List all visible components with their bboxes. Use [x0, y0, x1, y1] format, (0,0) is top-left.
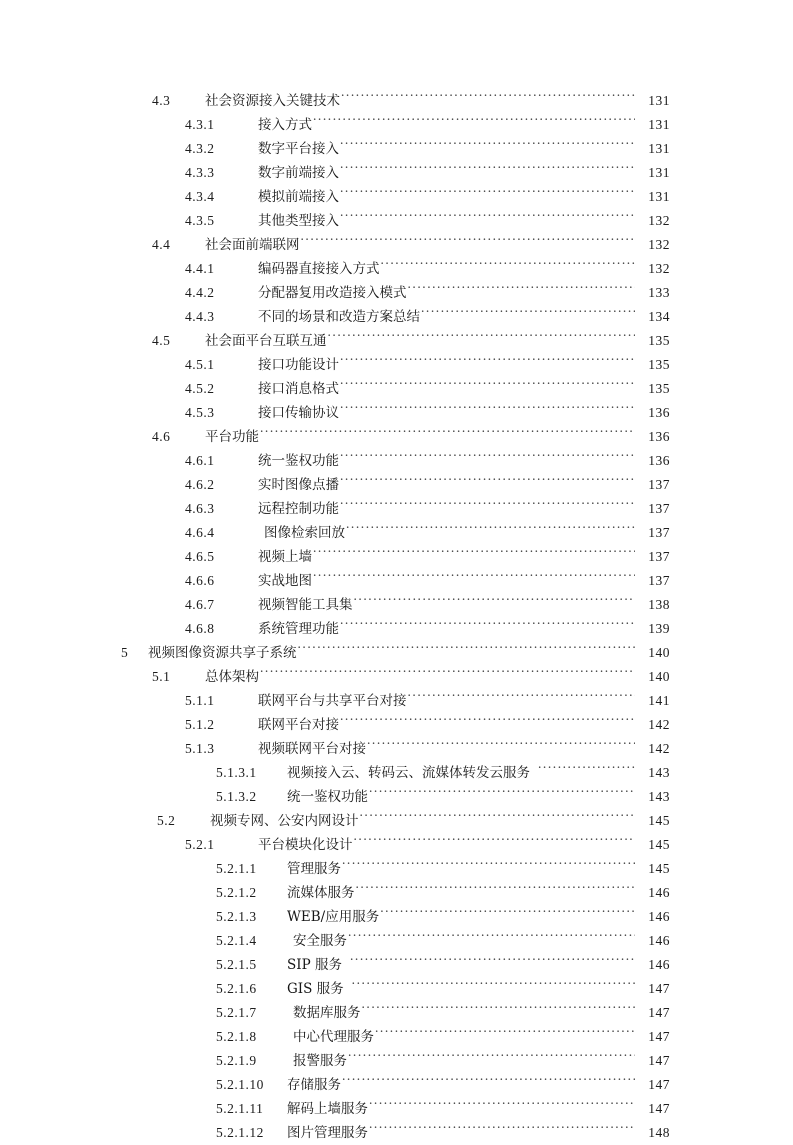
toc-entry-number: 5.2.1: [185, 837, 215, 852]
toc-entry[interactable]: [0, 809, 793, 833]
toc-entry-page-number: 131: [648, 141, 670, 156]
toc-entry-page-number: 148: [648, 1125, 670, 1140]
toc-leader-dots: [369, 1124, 635, 1138]
toc-entry-number: 4.6.7: [185, 597, 215, 612]
toc-entry-number: 4.5.3: [185, 405, 215, 420]
toc-entry-title: 平台模块化设计: [258, 837, 353, 853]
toc-entry-number: 5.2.1.4: [216, 933, 257, 948]
toc-entry-number: 4.6: [152, 429, 171, 444]
toc-leader-dots: [342, 1076, 635, 1090]
toc-entry-page-number: 139: [648, 621, 670, 636]
toc-entry-page-number: 143: [648, 765, 670, 780]
toc-entry-title: 数字前端接入: [258, 165, 339, 181]
toc-leader-dots: [260, 428, 635, 442]
toc-leader-dots: [340, 716, 635, 730]
toc-entry[interactable]: [0, 1001, 793, 1025]
toc-entry[interactable]: [0, 449, 793, 473]
toc-entry-number: 5.1.3.2: [216, 789, 257, 804]
toc-entry-number: 4.3.2: [185, 141, 215, 156]
toc-entry[interactable]: [0, 881, 793, 905]
toc-entry-title: 视频图像资源共享子系统: [148, 645, 297, 661]
toc-entry[interactable]: [0, 473, 793, 497]
toc-entry[interactable]: [0, 233, 793, 257]
toc-entry-page-number: 131: [648, 165, 670, 180]
toc-entry[interactable]: [0, 1097, 793, 1121]
toc-leader-dots: [375, 1028, 635, 1042]
toc-entry[interactable]: [0, 425, 793, 449]
toc-entry-title: 实战地图: [258, 573, 312, 589]
toc-entry[interactable]: [0, 905, 793, 929]
toc-entry[interactable]: [0, 377, 793, 401]
toc-entry[interactable]: [0, 977, 793, 1001]
toc-entry-page-number: 146: [648, 909, 670, 924]
toc-entry-page-number: 135: [648, 357, 670, 372]
toc-entry[interactable]: [0, 569, 793, 593]
toc-entry-number: 5.1.2: [185, 717, 215, 732]
toc-leader-dots: [350, 956, 635, 970]
toc-entry-page-number: 143: [648, 789, 670, 804]
toc-leader-dots: [381, 260, 636, 274]
toc-leader-dots: [367, 740, 635, 754]
toc-entry-title: 社会资源接入关键技术: [205, 93, 340, 109]
toc-leader-dots: [342, 860, 635, 874]
toc-entry-page-number: 132: [648, 213, 670, 228]
toc-leader-dots: [360, 812, 636, 826]
toc-entry[interactable]: [0, 593, 793, 617]
toc-entry-page-number: 147: [648, 1029, 670, 1044]
toc-entry-number: 4.3.5: [185, 213, 215, 228]
toc-entry-title: 联网平台对接: [258, 717, 339, 733]
toc-entry-number: 4.5: [152, 333, 171, 348]
toc-entry-number: 5.2: [157, 813, 176, 828]
toc-entry-number: 4.5.1: [185, 357, 215, 372]
toc-leader-dots: [340, 356, 635, 370]
toc-entry[interactable]: [0, 1073, 793, 1097]
toc-entry-page-number: 140: [648, 645, 670, 660]
toc-entry-title: 管理服务: [287, 861, 341, 877]
toc-entry-title: 数据库服务: [293, 1005, 361, 1021]
toc-entry-number: 4.6.6: [185, 573, 215, 588]
toc-entry[interactable]: [0, 353, 793, 377]
toc-entry-number: 4.3.1: [185, 117, 215, 132]
toc-entry-title: 存储服务: [287, 1077, 341, 1093]
toc-entry-title: 其他类型接入: [258, 213, 339, 229]
toc-entry-title: 数字平台接入: [258, 141, 339, 157]
toc-entry-page-number: 137: [648, 573, 670, 588]
toc-entry[interactable]: [0, 185, 793, 209]
toc-entry-number: 4.3: [152, 93, 171, 108]
toc-entry-page-number: 136: [648, 429, 670, 444]
toc-entry-page-number: 146: [648, 933, 670, 948]
toc-entry-number: 5.2.1.3: [216, 909, 257, 924]
toc-entry[interactable]: [0, 785, 793, 809]
toc-entry-number: 4.4.3: [185, 309, 215, 324]
toc-entry-page-number: 142: [648, 741, 670, 756]
toc-entry-page-number: 131: [648, 117, 670, 132]
toc-entry-number: 5.2.1.6: [216, 981, 257, 996]
toc-entry-number: 4.3.4: [185, 189, 215, 204]
toc-entry-title: WEB/应用服务: [287, 909, 380, 925]
toc-leader-dots: [340, 188, 635, 202]
toc-leader-dots: [348, 932, 635, 946]
toc-entry-title: 实时图像点播: [258, 477, 339, 493]
toc-entry-title: 视频专网、公安内网设计: [210, 813, 359, 829]
toc-entry-title: 联网平台与共享平台对接: [258, 693, 407, 709]
toc-entry-title: SIP 服务: [287, 957, 342, 973]
toc-entry-number: 4.6.4: [185, 525, 215, 540]
toc-leader-dots: [313, 548, 635, 562]
toc-entry[interactable]: [0, 521, 793, 545]
toc-entry-page-number: 147: [648, 981, 670, 996]
toc-entry[interactable]: [0, 689, 793, 713]
toc-leader-dots: [328, 332, 636, 346]
toc-leader-dots: [340, 620, 635, 634]
toc-leader-dots: [421, 308, 635, 322]
toc-entry[interactable]: [0, 929, 793, 953]
toc-entry-title: 系统管理功能: [258, 621, 339, 637]
toc-entry-number: 5.2.1.12: [216, 1125, 264, 1140]
toc-leader-dots: [340, 404, 635, 418]
toc-entry-list: [0, 89, 793, 1145]
toc-entry-title: 平台功能: [205, 429, 259, 445]
toc-entry-number: 5.1.3.1: [216, 765, 257, 780]
toc-entry-title: 接口传输协议: [258, 405, 339, 421]
toc-entry-page-number: 147: [648, 1005, 670, 1020]
toc-entry-number: 5.2.1.11: [216, 1101, 264, 1116]
toc-entry-number: 5.2.1.5: [216, 957, 257, 972]
toc-leader-dots: [352, 980, 635, 994]
toc-entry-number: 5.2.1.7: [216, 1005, 257, 1020]
toc-leader-dots: [340, 476, 635, 490]
toc-leader-dots: [301, 236, 636, 250]
toc-entry-page-number: 135: [648, 333, 670, 348]
toc-entry[interactable]: [0, 113, 793, 137]
toc-entry-page-number: 135: [648, 381, 670, 396]
toc-leader-dots: [369, 788, 635, 802]
toc-leader-dots: [369, 1100, 635, 1114]
toc-leader-dots: [362, 1004, 636, 1018]
toc-entry[interactable]: [0, 737, 793, 761]
toc-entry[interactable]: [0, 1049, 793, 1073]
toc-entry-page-number: 147: [648, 1077, 670, 1092]
toc-leader-dots: [340, 212, 635, 226]
toc-entry-page-number: 141: [648, 693, 670, 708]
toc-entry[interactable]: [0, 257, 793, 281]
toc-entry-number: 4.6.1: [185, 453, 215, 468]
toc-entry-number: 4.3.3: [185, 165, 215, 180]
toc-entry-number: 4.4.1: [185, 261, 215, 276]
toc-entry-number: 5.2.1.8: [216, 1029, 257, 1044]
toc-entry-page-number: 133: [648, 285, 670, 300]
toc-entry-title: 报警服务: [293, 1053, 347, 1069]
toc-entry-title: 社会面前端联网: [205, 237, 300, 253]
toc-entry-title: 图像检索回放: [264, 525, 345, 541]
toc-entry-page-number: 147: [648, 1101, 670, 1116]
toc-leader-dots: [340, 140, 635, 154]
toc-entry-title: 图片管理服务: [287, 1125, 368, 1141]
toc-entry-number: 5.2.1.2: [216, 885, 257, 900]
toc-entry-title: 接入方式: [258, 117, 312, 133]
toc-leader-dots: [408, 284, 636, 298]
toc-entry[interactable]: [0, 761, 793, 785]
toc-entry-title: 接口功能设计: [258, 357, 339, 373]
toc-leader-dots: [380, 908, 635, 922]
toc-entry-title: 视频接入云、转码云、流媒体转发云服务: [287, 765, 530, 781]
toc-entry-number: 5.2.1.10: [216, 1077, 264, 1092]
toc-leader-dots: [313, 116, 635, 130]
toc-entry-number: 4.6.3: [185, 501, 215, 516]
toc-leader-dots: [260, 668, 635, 682]
toc-entry[interactable]: [0, 665, 793, 689]
toc-entry-title: 流媒体服务: [287, 885, 355, 901]
toc-leader-dots: [341, 92, 635, 106]
toc-entry[interactable]: [0, 953, 793, 977]
toc-entry-page-number: 137: [648, 501, 670, 516]
toc-entry-page-number: 137: [648, 549, 670, 564]
toc-entry[interactable]: [0, 89, 793, 113]
toc-leader-dots: [313, 572, 635, 586]
toc-entry-number: 5.2.1.9: [216, 1053, 257, 1068]
toc-entry-title: 中心代理服务: [293, 1029, 374, 1045]
toc-entry-number: 4.4.2: [185, 285, 215, 300]
toc-entry[interactable]: [0, 209, 793, 233]
toc-entry[interactable]: [0, 857, 793, 881]
toc-leader-dots: [354, 836, 636, 850]
toc-entry[interactable]: [0, 329, 793, 353]
toc-entry-title: 解码上墙服务: [287, 1101, 368, 1117]
toc-leader-dots: [354, 596, 636, 610]
toc-entry-page-number: 137: [648, 477, 670, 492]
toc-entry-number: 5.1.1: [185, 693, 215, 708]
toc-entry-title: 社会面平台互联互通: [205, 333, 327, 349]
toc-entry-page-number: 138: [648, 597, 670, 612]
toc-entry[interactable]: [0, 641, 793, 665]
toc-entry-title: 接口消息格式: [258, 381, 339, 397]
toc-entry[interactable]: [0, 617, 793, 641]
toc-entry-page-number: 140: [648, 669, 670, 684]
toc-entry[interactable]: [0, 401, 793, 425]
toc-entry-title: 不同的场景和改造方案总结: [258, 309, 420, 325]
toc-leader-dots: [348, 1052, 635, 1066]
toc-entry-page-number: 132: [648, 261, 670, 276]
toc-entry-page-number: 131: [648, 93, 670, 108]
toc-entry-title: GIS 服务: [287, 981, 344, 997]
toc-entry-title: 视频上墙: [258, 549, 312, 565]
toc-entry-number: 4.6.8: [185, 621, 215, 636]
toc-entry[interactable]: [0, 497, 793, 521]
toc-entry-number: 5.1.3: [185, 741, 215, 756]
toc-entry-page-number: 147: [648, 1053, 670, 1068]
toc-entry-title: 统一鉴权功能: [258, 453, 339, 469]
toc-entry-page-number: 136: [648, 405, 670, 420]
toc-entry-page-number: 145: [648, 813, 670, 828]
toc-entry-title: 安全服务: [293, 933, 347, 949]
toc-leader-dots: [340, 164, 635, 178]
toc-entry[interactable]: [0, 833, 793, 857]
toc-leader-dots: [538, 764, 635, 778]
toc-leader-dots: [340, 380, 635, 394]
toc-entry-title: 统一鉴权功能: [287, 789, 368, 805]
toc-entry[interactable]: [0, 305, 793, 329]
toc-leader-dots: [340, 452, 635, 466]
toc-leader-dots: [408, 692, 636, 706]
toc-entry-page-number: 132: [648, 237, 670, 252]
toc-entry-title: 编码器直接接入方式: [258, 261, 380, 277]
toc-leader-dots: [346, 524, 635, 538]
toc-entry-number: 4.6.2: [185, 477, 215, 492]
toc-entry[interactable]: [0, 713, 793, 737]
toc-entry[interactable]: [0, 1025, 793, 1049]
toc-entry-page-number: 142: [648, 717, 670, 732]
toc-entry-title: 视频智能工具集: [258, 597, 353, 613]
toc-entry-page-number: 146: [648, 957, 670, 972]
toc-entry-number: 5: [121, 645, 129, 660]
toc-entry-title: 视频联网平台对接: [258, 741, 366, 757]
toc-entry[interactable]: [0, 281, 793, 305]
toc-entry-page-number: 137: [648, 525, 670, 540]
toc-entry-page-number: 145: [648, 861, 670, 876]
toc-entry-page-number: 131: [648, 189, 670, 204]
toc-entry-title: 分配器复用改造接入模式: [258, 285, 407, 301]
toc-entry[interactable]: [0, 137, 793, 161]
toc-entry-title: 总体架构: [205, 669, 259, 685]
toc-entry[interactable]: [0, 1121, 793, 1145]
toc-entry-title: 模拟前端接入: [258, 189, 339, 205]
toc-entry-page-number: 134: [648, 309, 670, 324]
toc-entry-number: 4.5.2: [185, 381, 215, 396]
toc-leader-dots: [356, 884, 636, 898]
toc-entry-title: 远程控制功能: [258, 501, 339, 517]
toc-entry-page-number: 146: [648, 885, 670, 900]
toc-entry-page-number: 145: [648, 837, 670, 852]
toc-entry[interactable]: [0, 545, 793, 569]
toc-leader-dots: [340, 500, 635, 514]
toc-entry-number: 5.1: [152, 669, 171, 684]
toc-entry-number: 4.6.5: [185, 549, 215, 564]
toc-entry-page-number: 136: [648, 453, 670, 468]
toc-entry[interactable]: [0, 161, 793, 185]
toc-entry-number: 4.4: [152, 237, 171, 252]
toc-leader-dots: [298, 644, 636, 658]
toc-entry-number: 5.2.1.1: [216, 861, 257, 876]
